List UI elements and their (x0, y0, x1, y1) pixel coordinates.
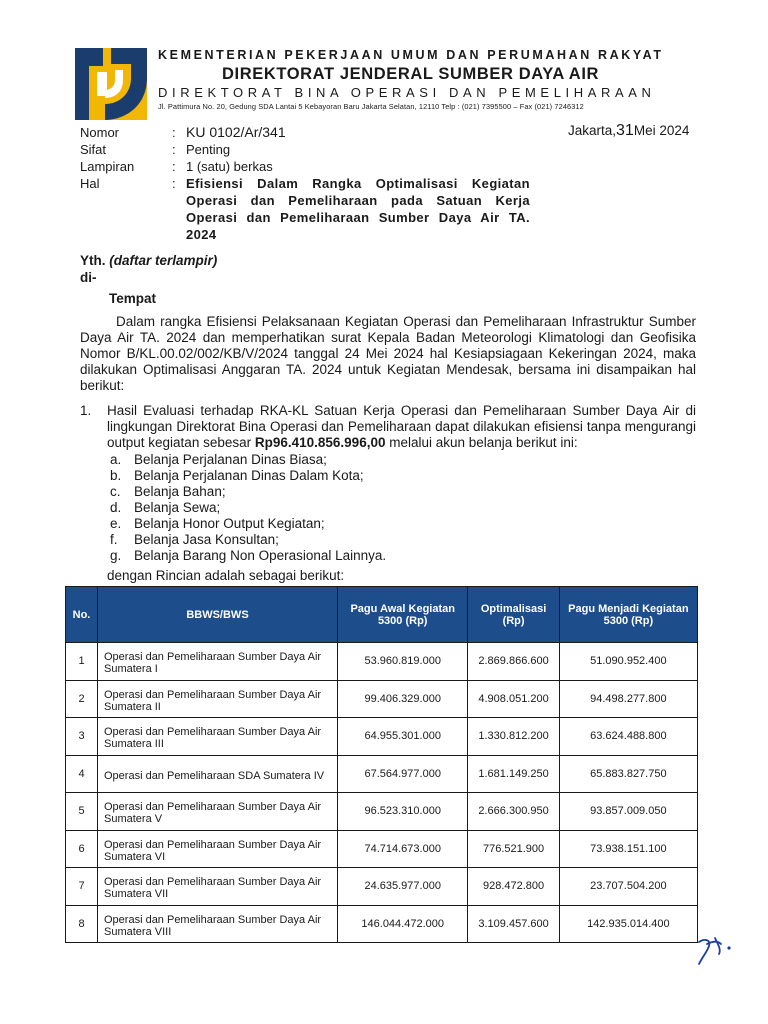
cell-optimalisasi: 1.330.812.200 (468, 718, 559, 756)
cell-pagu-menjadi: 94.498.277.800 (559, 680, 697, 718)
cell-bbws: Operasi dan Pemeliharaan SDA Sumatera IV (98, 755, 338, 793)
meta-sifat (80, 141, 530, 158)
colon: : (172, 176, 176, 191)
meta-nomor (80, 124, 530, 141)
table-row (66, 680, 698, 718)
list-text: Belanja Perjalanan Dinas Dalam Kota; (134, 468, 364, 483)
date-month-year: Mei 2024 (633, 123, 690, 138)
letter-meta (80, 124, 530, 243)
list-letter: d. (110, 500, 122, 515)
belanja-list (110, 452, 696, 564)
point-1-text-before: Hasil Evaluasi terhadap RKA-KL Satuan Kerja Operasi dan Pemeliharaan Sumber Daya Air di lingkungan Direktorat Bina Operasi dan Pemeliharaan dapat dilakukan efisiensi tanpa mengurangi output kegiatan sebesar (107, 403, 696, 450)
di-label: di- (80, 270, 97, 285)
cell-pagu-awal: 64.955.301.000 (338, 718, 468, 756)
cell-pagu-menjadi: 63.624.488.800 (559, 718, 697, 756)
cell-optimalisasi: 4.908.051.200 (468, 680, 559, 718)
cell-pagu-awal: 146.044.472.000 (338, 905, 468, 943)
cell-optimalisasi: 928.472.800 (468, 868, 559, 906)
list-letter: b. (110, 468, 122, 483)
nomor-value: KU 0102/Ar/341 (186, 124, 286, 140)
cell-pagu-menjadi: 23.707.504.200 (559, 868, 697, 906)
letterhead-address: Jl. Pattimura No. 20, Gedung SDA Lantai 5 Kebayoran Baru Jakarta Selatan, 12110 Telp : (021) 7395500 – Fax (021) 7246312 (158, 102, 584, 111)
cell-optimalisasi: 2.869.866.600 (468, 643, 559, 681)
col-header-pagu-awal: Pagu Awal Kegiatan 5300 (Rp) (338, 587, 468, 643)
tempat-label: Tempat (109, 291, 157, 306)
cell-no: 2 (66, 680, 98, 718)
list-letter: f. (110, 532, 118, 547)
cell-pagu-awal: 24.635.977.000 (338, 868, 468, 906)
list-letter: c. (110, 484, 121, 499)
cell-pagu-menjadi: 65.883.827.750 (559, 755, 697, 793)
nomor-label: Nomor (80, 125, 120, 140)
colon: : (172, 142, 176, 157)
efficiency-amount: Rp96.410.856.996,00 (254, 435, 386, 450)
col-header-pagu-menjadi: Pagu Menjadi Kegiatan 5300 (Rp) (559, 587, 697, 643)
list-text: Belanja Barang Non Operasional Lainnya. (134, 548, 387, 563)
addressee (80, 252, 217, 307)
cell-no: 7 (66, 868, 98, 906)
cell-bbws: Operasi dan Pemeliharaan Sumber Daya Air Sumatera I (98, 643, 338, 681)
meta-lampiran (80, 158, 530, 175)
cell-no: 4 (66, 755, 98, 793)
point-1-text-after: melalui akun belanja berikut ini: (385, 435, 578, 450)
list-text: Belanja Bahan; (134, 484, 226, 499)
cell-bbws: Operasi dan Pemeliharaan Sumber Daya Air Sumatera II (98, 680, 338, 718)
cell-bbws: Operasi dan Pemeliharaan Sumber Daya Air Sumatera VII (98, 868, 338, 906)
table-row (66, 718, 698, 756)
directorate-general-name: DIREKTORAT JENDERAL SUMBER DAYA AIR (222, 65, 600, 83)
sifat-label: Sifat (80, 142, 107, 157)
list-text: Belanja Perjalanan Dinas Biasa; (134, 452, 327, 467)
cell-bbws: Operasi dan Pemeliharaan Sumber Daya Air Sumatera V (98, 793, 338, 831)
letterhead (158, 48, 698, 111)
cell-no: 1 (66, 643, 98, 681)
list-text: Belanja Honor Output Kegiatan; (134, 516, 325, 531)
cell-bbws: Operasi dan Pemeliharaan Sumber Daya Air Sumatera VI (98, 830, 338, 868)
table-row (66, 905, 698, 943)
sifat-value: Penting (186, 142, 231, 157)
list-item (110, 452, 696, 468)
date-place: Jakarta, (568, 123, 617, 138)
cell-pagu-menjadi: 142.935.014.400 (559, 905, 697, 943)
date-day: 31 (616, 122, 634, 139)
letter-date (568, 122, 689, 140)
cell-no: 5 (66, 793, 98, 831)
lampiran-label: Lampiran (80, 159, 135, 174)
cell-pagu-menjadi: 73.938.151.100 (559, 830, 697, 868)
list-item (110, 468, 696, 484)
cell-no: 3 (66, 718, 98, 756)
hal-value: Efisiensi Dalam Rangka Optimalisasi Kegiatan Operasi dan Pemeliharaan pada Satuan Kerja Operasi dan Pemeliharaan Sumber Daya Air TA. 2024 (186, 176, 530, 242)
lampiran-value: 1 (satu) berkas (186, 159, 273, 174)
cell-pagu-menjadi: 93.857.009.050 (559, 793, 697, 831)
table-row (66, 830, 698, 868)
cell-pagu-awal: 99.406.329.000 (338, 680, 468, 718)
cell-optimalisasi: 3.109.457.600 (468, 905, 559, 943)
cell-pagu-awal: 74.714.673.000 (338, 830, 468, 868)
cell-pagu-awal: 53.960.819.000 (338, 643, 468, 681)
list-item (110, 532, 696, 548)
point-1-number: 1. (80, 403, 92, 418)
rincian-intro: dengan Rincian adalah sebagai berikut: (107, 568, 345, 583)
pupr-logo (75, 48, 147, 120)
paraf-initial (693, 932, 739, 968)
yth-label: Yth. (80, 253, 106, 268)
cell-no: 6 (66, 830, 98, 868)
addressee-line (80, 252, 217, 269)
col-header-no: No. (66, 587, 98, 643)
budget-table (65, 586, 698, 943)
list-item (110, 484, 696, 500)
list-text: Belanja Sewa; (134, 500, 221, 515)
table-row (66, 793, 698, 831)
colon: : (172, 159, 176, 174)
list-letter: e. (110, 516, 122, 531)
col-header-bbws: BBWS/BWS (98, 587, 338, 643)
cell-no: 8 (66, 905, 98, 943)
list-item (110, 500, 696, 516)
cell-optimalisasi: 2.666.300.950 (468, 793, 559, 831)
cell-pagu-awal: 67.564.977.000 (338, 755, 468, 793)
daftar-terlampir: (daftar terlampir) (109, 253, 218, 268)
table-row (66, 868, 698, 906)
table-row (66, 643, 698, 681)
list-text: Belanja Jasa Konsultan; (134, 532, 279, 547)
table-header-row (66, 587, 698, 643)
table-row (66, 755, 698, 793)
list-letter: g. (110, 548, 122, 563)
cell-bbws: Operasi dan Pemeliharaan Sumber Daya Air Sumatera VIII (98, 905, 338, 943)
list-item (110, 516, 696, 532)
cell-optimalisasi: 1.681.149.250 (468, 755, 559, 793)
list-letter: a. (110, 452, 122, 467)
opening-paragraph: Dalam rangka Efisiensi Pelaksanaan Kegiatan Operasi dan Pemeliharaan Infrastruktur Sumber Daya Air TA. 2024 dan memperhatikan surat Kepala Badan Meteorologi Klimatologi dan Geofisika Nomor B/KL.00.02/002/KB/V/2024 tanggal 24 Mei 2024 hal Kesiapsiagaan Kekeringan 2024, maka dilakukan Optimalisasi Anggaran TA. 2024 untuk Kegiatan Mendesak, bersama ini disampaikan hal berikut: (80, 314, 696, 393)
point-1-text (107, 403, 696, 451)
hal-label: Hal (80, 176, 100, 191)
directorate-name: DIREKTORAT BINA OPERASI DAN PEMELIHARAAN (158, 85, 656, 100)
point-1 (80, 403, 696, 584)
meta-hal (80, 175, 530, 243)
cell-bbws: Operasi dan Pemeliharaan Sumber Daya Air Sumatera III (98, 718, 338, 756)
cell-optimalisasi: 776.521.900 (468, 830, 559, 868)
cell-pagu-awal: 96.523.310.000 (338, 793, 468, 831)
list-item (110, 548, 696, 564)
colon: : (172, 125, 176, 140)
ministry-name: KEMENTERIAN PEKERJAAN UMUM DAN PERUMAHAN RAKYAT (158, 48, 664, 62)
col-header-optimalisasi: Optimalisasi (Rp) (468, 587, 559, 643)
cell-pagu-menjadi: 51.090.952.400 (559, 643, 697, 681)
